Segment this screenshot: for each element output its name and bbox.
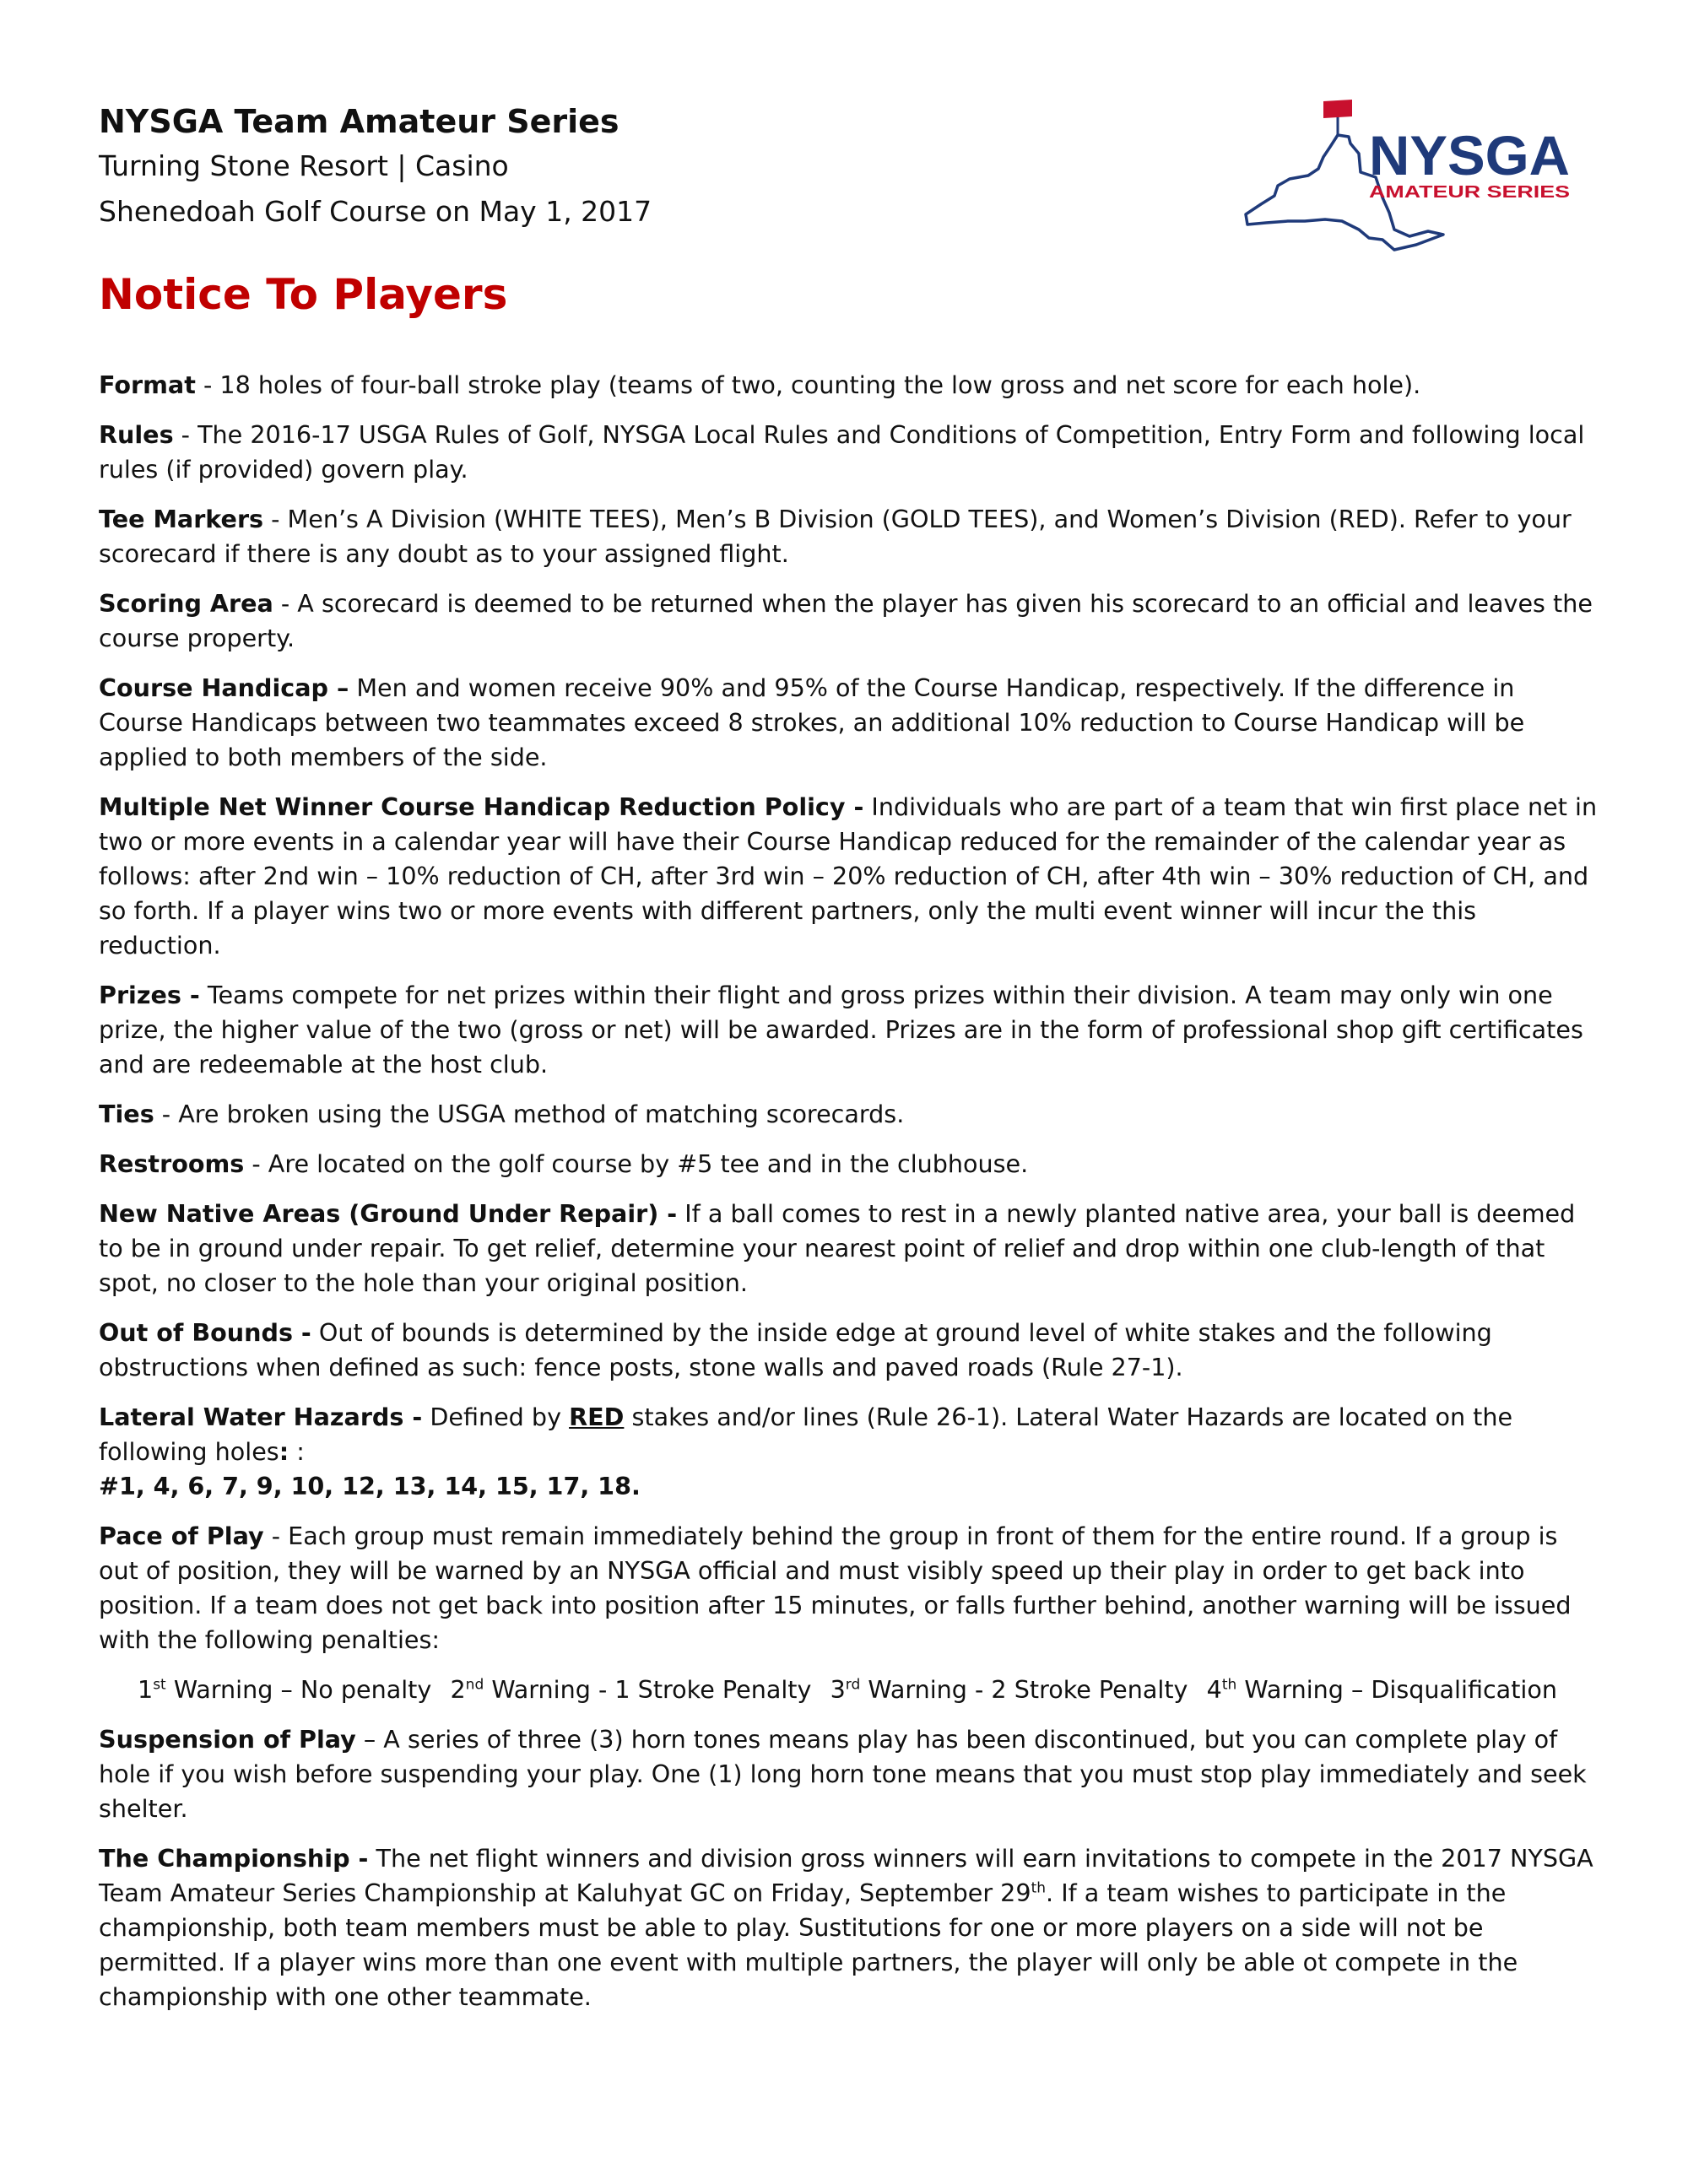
venue-line: Turning Stone Resort | Casino — [99, 149, 509, 182]
label-rules: Rules — [99, 420, 174, 449]
para-course-handicap: Course Handicap – Men and women receive 90% and 95% of the Course Handicap, respectively. If the difference in Course Handicaps between two teammates exceed 8 strokes, an additional 10% reduction to Course Handicap will be applied to both members of the side. — [99, 673, 1525, 771]
warning-item: 3rd Warning - 2 Stroke Penalty — [830, 1675, 1188, 1704]
warning-item: 4th Warning – Disqualification — [1206, 1675, 1557, 1704]
label-out-of-bounds: Out of Bounds - — [99, 1318, 311, 1347]
para-rules: Rules - The 2016-17 USGA Rules of Golf, NYSGA Local Rules and Conditions of Competition, Entry Form and following local rules (if provided) govern play. — [99, 420, 1585, 484]
course-date-line: Shenedoah Golf Course on May 1, 2017 — [99, 195, 652, 228]
red-stakes-word: RED — [569, 1403, 625, 1431]
para-scoring-area: Scoring Area - A scorecard is deemed to be returned when the player has given his scorecard to an official and leaves the course property. — [99, 589, 1593, 652]
para-restrooms: Restrooms - Are located on the golf course by #5 tee and in the clubhouse. — [99, 1149, 1029, 1178]
hazard-holes-list: #1, 4, 6, 7, 9, 10, 12, 13, 14, 15, 17, 18. — [99, 1472, 641, 1500]
label-scoring-area: Scoring Area — [99, 589, 273, 618]
label-restrooms: Restrooms — [99, 1149, 245, 1178]
warning-item: 2nd Warning - 1 Stroke Penalty — [450, 1675, 812, 1704]
label-championship: The Championship - — [99, 1844, 369, 1873]
label-pace-of-play: Pace of Play — [99, 1522, 264, 1550]
logo-flag — [1323, 100, 1352, 118]
para-multiple-net: Multiple Net Winner Course Handicap Reduction Policy - Individuals who are part of a team that win first place net in two or more events in a calendar year will have their Course Handicap reduced for the remainder of the calendar year as follows: after 2nd win – 10% reduction of CH, after 3rd win – 20% reduction of CH, after 4th win – 30% reduction of CH, and so forth. If a player wins two or more events with different partners, only the multi event winner will incur the this reduction. — [99, 792, 1598, 960]
logo-subtitle: AMATEUR SERIES — [1369, 183, 1570, 202]
label-course-handicap: Course Handicap – — [99, 673, 349, 702]
nysga-logo — [1241, 95, 1595, 263]
logo-wordmark: NYSGA — [1369, 124, 1570, 187]
para-pace-of-play: Pace of Play - Each group must remain immediately behind the group in front of them for the entire round. If a group is out of position, they will be warned by an NYSGA official and must visibly speed up their play in order to get back into position. If a team does not get back into position after 15 minutes, or falls further behind, another warning will be issued with the following penalties: — [99, 1522, 1572, 1654]
label-multiple-net: Multiple Net Winner Course Handicap Reduction Policy - — [99, 792, 864, 821]
label-format: Format — [99, 370, 196, 399]
para-prizes: Prizes - Teams compete for net prizes within their flight and gross prizes within their division. A team may only win one prize, the higher value of the two (gross or net) will be awarded. Prizes are in the form of professional shop gift certificates and are redeemable at the host club. — [99, 981, 1583, 1078]
notice-title: Notice To Players — [99, 270, 508, 319]
para-format: Format - 18 holes of four-ball stroke play (teams of two, counting the low gross and net score for each hole). — [99, 370, 1421, 399]
para-ties: Ties - Are broken using the USGA method of matching scorecards. — [99, 1100, 905, 1128]
warning-item: 1st Warning – No penalty — [138, 1675, 432, 1704]
label-prizes: Prizes - — [99, 981, 200, 1009]
notice-body — [99, 368, 1598, 2030]
para-lateral-water: Lateral Water Hazards - Defined by RED stakes and/or lines (Rule 26-1). Lateral Water Hazards are located on the following holes: : #1, 4, 6, 7, 9, 10, 12, 13, 14, 15, 17, 18. — [99, 1403, 1513, 1500]
para-suspension: Suspension of Play – A series of three (3) horn tones means play has been discontinued, but you can complete play of hole if you wish before suspending your play. One (1) long horn tone means that you must stop play immediately and seek shelter. — [99, 1725, 1587, 1823]
label-suspension: Suspension of Play — [99, 1725, 356, 1754]
label-ties: Ties — [99, 1100, 154, 1128]
para-championship: The Championship - The net flight winners and division gross winners will earn invitations to compete in the 2017 NYSGA Team Amateur Series Championship at Kaluhyat GC on Friday, September 29th. If a team wishes to participate in the championship, both team members must be able to play. Sustitutions for one or more players on a side will not be permitted. If a player wins more than one event with multiple partners, the player will only be able ot compete in the championship with one other teammate. — [99, 1844, 1593, 2011]
event-title: NYSGA Team Amateur Series — [99, 103, 619, 140]
label-native-areas: New Native Areas (Ground Under Repair) - — [99, 1199, 678, 1228]
label-lateral-water: Lateral Water Hazards - — [99, 1403, 423, 1431]
penalty-warnings — [99, 1673, 1598, 1707]
para-native-areas: New Native Areas (Ground Under Repair) - If a ball comes to rest in a newly planted native area, your ball is deemed to be in ground under repair. To get relief, determine your nearest point of relief and drop within one club-length of that spot, no closer to the hole than your original position. — [99, 1199, 1576, 1297]
para-out-of-bounds: Out of Bounds - Out of bounds is determined by the inside edge at ground level of white stakes and the following obstructions when defined as such: fence posts, stone walls and paved roads (Rule 27-1). — [99, 1318, 1492, 1381]
label-tee-markers: Tee Markers — [99, 505, 264, 533]
para-tee-markers: Tee Markers - Men’s A Division (WHITE TEES), Men’s B Division (GOLD TEES), and Women’s Division (RED). Refer to your scorecard if there is any doubt as to your assigned flight. — [99, 505, 1572, 568]
